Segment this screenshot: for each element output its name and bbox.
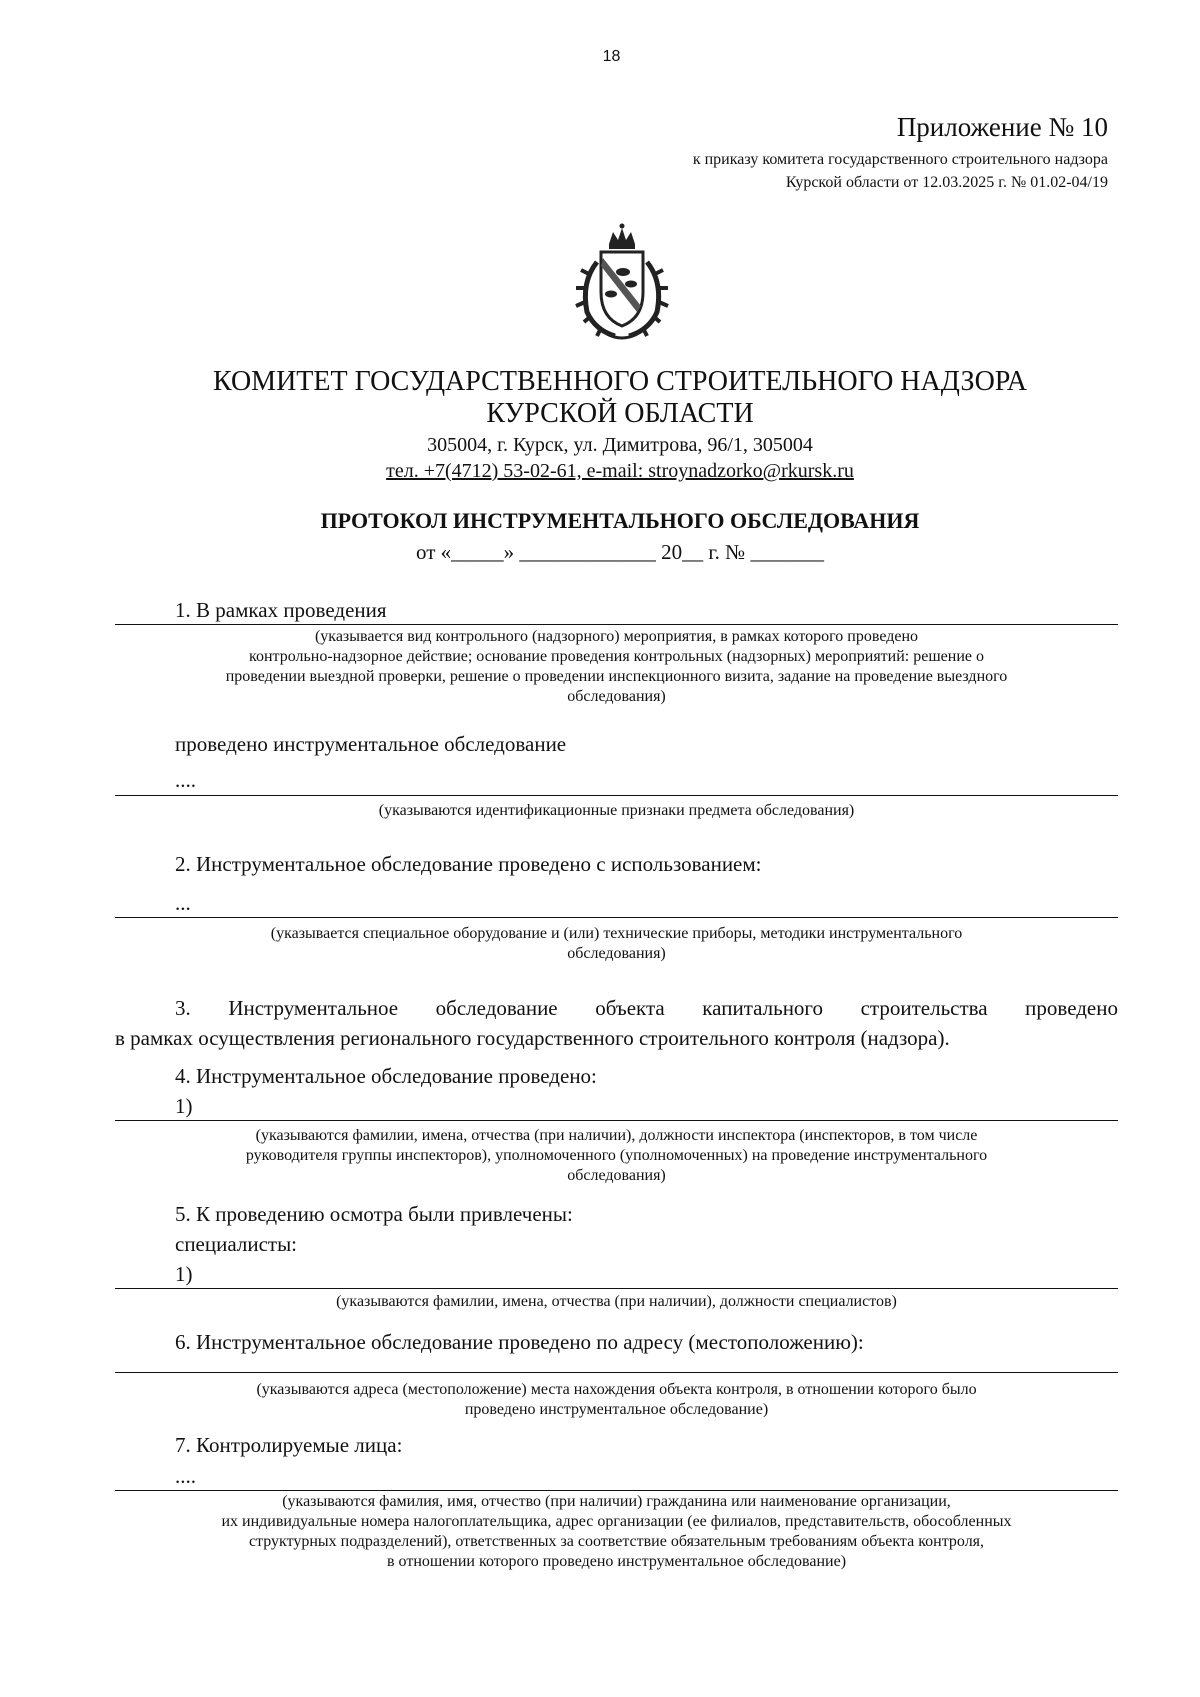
section-1-fill-line-2[interactable]: [115, 795, 1118, 796]
note-line: обследования): [567, 1167, 666, 1184]
section-7-fill: ....: [175, 1464, 196, 1488]
section-1-fill-line[interactable]: [115, 624, 1118, 625]
section-5-fill-line[interactable]: [115, 1288, 1118, 1289]
page-number: 18: [602, 48, 621, 65]
note-line: проведено инструментальное обследование): [464, 1401, 769, 1418]
section-6-fill-line[interactable]: [115, 1372, 1118, 1373]
organization-contacts: [0, 460, 1200, 483]
note-line: контрольно-надзорное действие; основание проведения контрольных (надзорных) мероприятий: решение о: [248, 648, 984, 665]
note-line: обследования): [567, 945, 666, 962]
section-7-note: [115, 1492, 1118, 1572]
section-3-line2: в рамках осуществления регионального государственного строительного контроля (надзора).: [115, 1026, 950, 1050]
kursk-coat-of-arms-icon: [567, 222, 677, 342]
appendix-title: Приложение № 10: [896, 112, 1108, 142]
section-1-fill: ....: [175, 768, 196, 792]
section-4-text: 4. Инструментальное обследование проведено:: [175, 1064, 597, 1088]
note-line: руководителя группы инспекторов), уполномоченного (уполномоченных) на проведение инструментального: [245, 1147, 988, 1164]
section-7-text: 7. Контролируемые лица:: [175, 1433, 403, 1457]
section-2-fill: ...: [175, 891, 191, 915]
note-line: (указывается специальное оборудование и (или) технические приборы, методики инструментального: [270, 925, 963, 942]
section-5-text: 5. К проведению осмотра были привлечены:: [175, 1202, 573, 1226]
section-1-text2: проведено инструментальное обследование: [175, 732, 567, 756]
note-line: их индивидуальные номера налогоплательщика, адрес организации (ее филиалов, представительств, обособленных: [221, 1513, 1012, 1530]
appendix-order-date: Курской области от 12.03.2025 г. № 01.02-04/19: [785, 174, 1108, 191]
note-line: структурных подразделений), ответственных за соответствие обязательным требованиям объекта контроля,: [248, 1533, 985, 1550]
section-1-text: 1. В рамках проведения: [175, 598, 387, 622]
note-line: (указываются адреса (местоположение) места нахождения объекта контроля, в отношении которого было: [256, 1381, 977, 1398]
section-7-fill-line[interactable]: [115, 1490, 1118, 1491]
organization-address: 305004, г. Курск, ул. Димитрова, 96/1, 305004: [427, 434, 813, 456]
note-line: проведении выездной проверки, решение о проведении инспекционного визита, задание на проведение выездного: [225, 668, 1008, 685]
organization-name-line2: КУРСКОЙ ОБЛАСТИ: [486, 398, 754, 429]
section-3-line1: 3. Инструментальное обследование объекта капитального строительства проведено: [175, 996, 1118, 1020]
section-1-note: [115, 627, 1118, 707]
protocol-title: ПРОТОКОЛ ИНСТРУМЕНТАЛЬНОГО ОБСЛЕДОВАНИЯ: [320, 508, 920, 533]
organization-name-line1: КОМИТЕТ ГОСУДАРСТВЕННОГО СТРОИТЕЛЬНОГО НАДЗОРА: [212, 366, 1028, 397]
appendix-order-line: к приказу комитета государственного строительного надзора: [692, 151, 1108, 168]
note-line: (указываются фамилия, имя, отчество (при наличии) гражданина или наименование организации,: [282, 1493, 951, 1510]
section-6-note: [115, 1380, 1118, 1420]
note-line: обследования): [567, 688, 666, 705]
section-2-note: [115, 924, 1118, 964]
section-4-fill: 1): [175, 1094, 193, 1118]
section-5-note: (указываются фамилии, имена, отчества (при наличии), должности специалистов): [336, 1293, 897, 1310]
note-line: (указываются фамилии, имена, отчества (при наличии), должности инспектора (инспекторов, в том числе: [255, 1127, 978, 1144]
contacts-link[interactable]: тел. +7(4712) 53-02-61, e-mail: stroynadzorko@rkursk.ru: [386, 460, 854, 482]
section-5-text2: специалисты:: [175, 1232, 298, 1256]
section-6-text: 6. Инструментальное обследование проведено по адресу (местоположению):: [175, 1330, 864, 1354]
section-2-text: 2. Инструментальное обследование проведено с использованием:: [175, 852, 762, 876]
section-5-fill: 1): [175, 1262, 193, 1286]
protocol-date-line: от «_____» _____________ 20__ г. № _______: [416, 540, 824, 564]
section-4-fill-line[interactable]: [115, 1120, 1118, 1121]
section-4-note: [115, 1126, 1118, 1186]
section-2-fill-line[interactable]: [115, 917, 1118, 918]
note-line: (указывается вид контрольного (надзорного) мероприятия, в рамках которого проведено: [314, 628, 919, 645]
section-1-note2: (указываются идентификационные признаки предмета обследования): [378, 802, 855, 819]
note-line: в отношении которого проведено инструментальное обследование): [386, 1553, 847, 1570]
